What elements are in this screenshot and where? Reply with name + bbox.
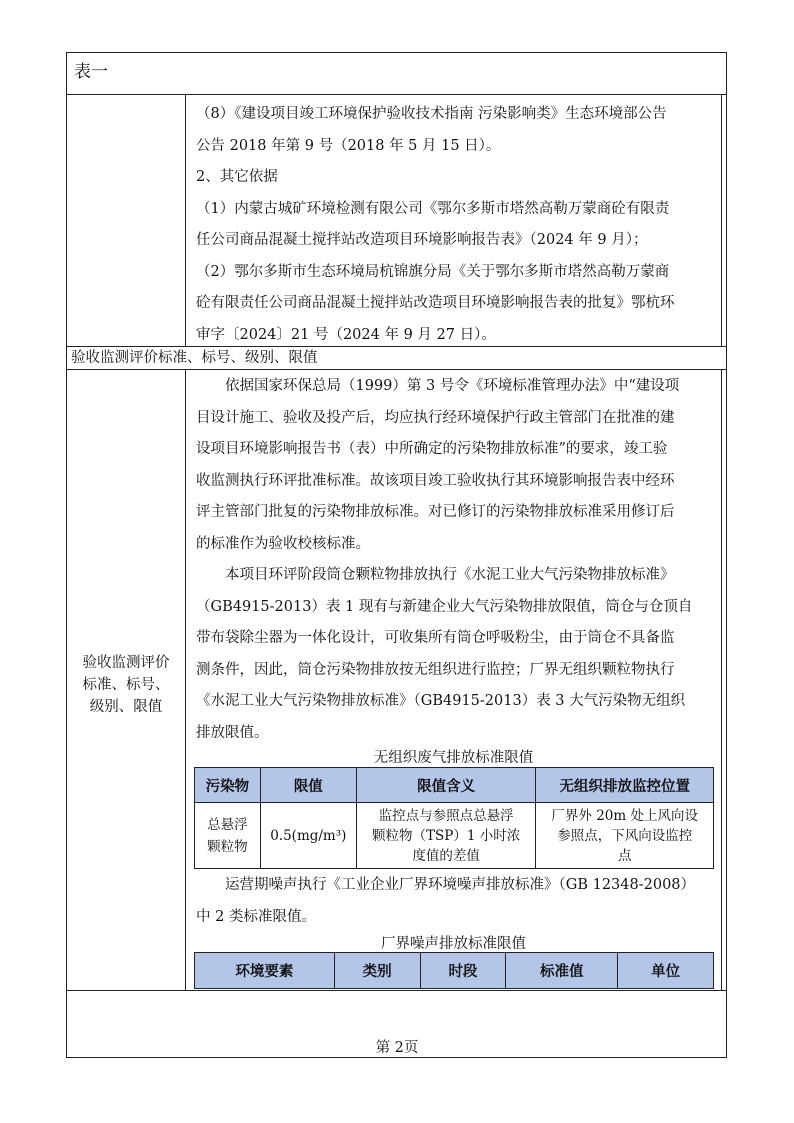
basis-line: （1）内蒙古城矿环境检测有限公司《鄂尔多斯市塔然高勒万蒙商砼有限责 — [196, 200, 670, 217]
left-label-line: 验收监测评价 — [82, 655, 170, 671]
paragraph-line: （GB4915-2013）表 1 现有与新建企业大气污染物排放限值，筒仓与仓顶自 — [196, 598, 693, 615]
paragraph-line: 依据国家环保总局（1999）第 3 号令《环境标准管理办法》中“建设项 — [225, 378, 680, 394]
cell-line: 颗粒物（TSP）1 小时浓 — [371, 827, 521, 844]
cell-line: 总悬浮 — [207, 816, 248, 833]
cell-line: 颗粒物 — [207, 838, 248, 855]
paragraph-line: 目设计施工、验收及投产后，均应执行经环境保护行政主管部门在批准的建 — [196, 409, 675, 426]
meaning-cell — [356, 803, 536, 869]
paragraph-noise — [196, 870, 695, 933]
paragraph-line: 测条件，因此，筒仓污染物排放按无组织进行监控；厂界无组织颗粒物执行 — [196, 661, 675, 678]
table2-header: 标准值 — [506, 953, 618, 989]
table1-header: 限值含义 — [356, 768, 536, 803]
basis-line: 2、其它依据 — [196, 169, 278, 185]
table2-header: 环境要素 — [195, 953, 335, 989]
divider-top — [66, 94, 727, 95]
table1-header: 无组织排放监控位置 — [536, 768, 714, 803]
table2-caption: 厂界噪声排放标准限值 — [381, 936, 526, 952]
table1-caption: 无组织废气排放标准限值 — [373, 750, 534, 766]
paragraph-silo-emission — [196, 560, 692, 749]
paragraph-line: 排放限值。 — [196, 724, 269, 741]
limit-cell: 0.5(mg/m³) — [260, 803, 356, 869]
basis-line: （8）《建设项目竣工环境保护验收技术指南 污染影响类》生态环境部公告 — [196, 106, 667, 122]
paragraph-line: 评主管部门批复的污染物排放标准。对已修订的污染物排放标准采用修订后 — [196, 504, 675, 520]
table2-header: 时段 — [420, 953, 506, 989]
cell-line: 度值的差值 — [412, 847, 480, 864]
cell-line: 监控点与参照点总悬浮 — [378, 807, 514, 824]
table-row — [195, 803, 714, 869]
cell-line: 参照点，下风向设监控 — [557, 827, 693, 844]
emission-limit-table — [194, 767, 714, 869]
paragraph-line: 收监测执行环评批准标准。故该项目竣工验收执行其环境影响报告表中经环 — [196, 472, 675, 489]
left-label-line: 级别、限值 — [89, 699, 163, 715]
basis-line: 审字〔2024〕21 号（2024 年 9 月 27 日）。 — [196, 326, 496, 343]
table2-header: 单位 — [618, 953, 714, 989]
cell-line: 点 — [617, 847, 632, 864]
pollutant-cell — [195, 803, 261, 869]
page-number: 第 2页 — [375, 1040, 419, 1056]
basis-line: 公告 2018 年第 9 号（2018 年 5 月 15 日）。 — [196, 137, 501, 154]
paragraph-line: 的标准作为验收校核标准。 — [196, 535, 370, 552]
left-label-line: 标准、标号、 — [82, 677, 170, 693]
table1-header: 限值 — [260, 768, 356, 803]
standards-left-label — [67, 652, 185, 718]
paragraph-standards-basis — [196, 371, 679, 560]
table-label: 表一 — [74, 62, 108, 82]
section-heading: 验收监测评价标准、标号、级别、限值 — [71, 350, 318, 366]
basis-line: 砼有限责任公司商品混凝土搅拌站改造项目环境影响报告表的批复》鄂杭环 — [196, 295, 675, 311]
column-divider-standards — [185, 369, 186, 990]
paragraph-line: 《水泥工业大气污染物排放标准》（GB4915-2013）表 3 大气污染物无组织 — [196, 693, 686, 709]
cell-line: 厂界外 20m 处上风向设 — [551, 807, 698, 824]
column-divider-basis — [185, 94, 186, 346]
basis-line: （2）鄂尔多斯市生态环境局杭锦旗分局《关于鄂尔多斯市塔然高勒万蒙商 — [196, 263, 670, 280]
column-divider-basis-right — [721, 94, 722, 346]
basis-line: 任公司商品混凝土搅拌站改造项目环境影响报告表》（2024 年 9 月）； — [196, 232, 648, 248]
paragraph-line: 带布袋除尘器为一体化设计，可收集所有筒仓呼吸粉尘，由于筒仓不具备监 — [196, 630, 675, 646]
table2-header: 类别 — [334, 953, 420, 989]
divider-standards-bottom — [66, 990, 727, 991]
noise-limit-table — [194, 952, 714, 989]
location-cell — [536, 803, 714, 869]
paragraph-line: 设项目环境影响报告书（表）中所确定的污染物排放标准”的要求，竣工验 — [196, 441, 668, 457]
paragraph-line: 本项目环评阶段筒仓颗粒物排放执行《水泥工业大气污染物排放标准》 — [225, 567, 675, 583]
table1-header: 污染物 — [195, 768, 261, 803]
column-divider-standards-right — [721, 369, 722, 990]
paragraph-line: 运营期噪声执行《工业企业厂界环境噪声排放标准》（GB 12348-2008） — [225, 877, 696, 893]
paragraph-line: 中 2 类标准限值。 — [196, 908, 316, 925]
basis-text — [196, 99, 675, 351]
